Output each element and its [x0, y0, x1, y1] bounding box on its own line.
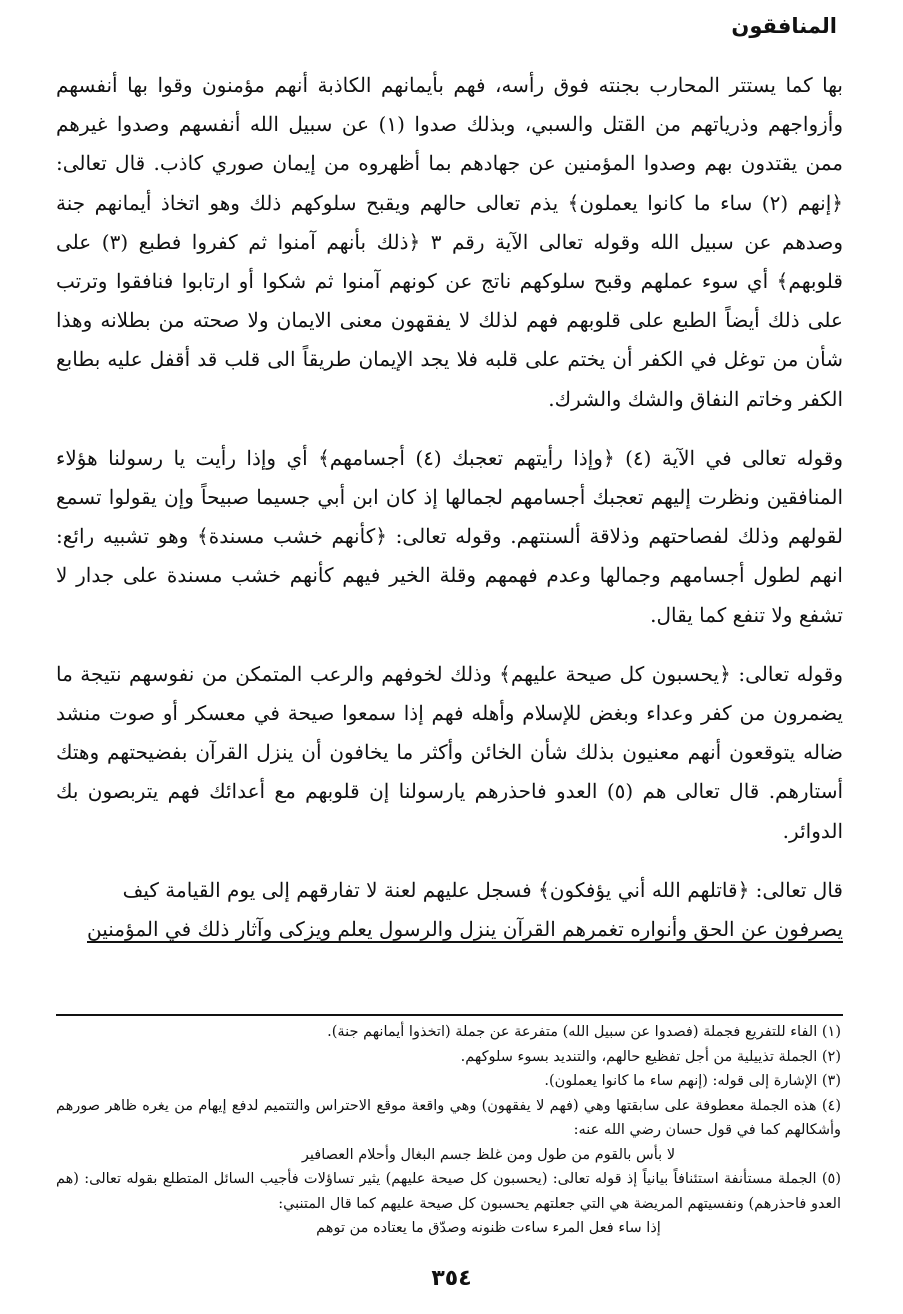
paragraph-3: وقوله تعالى: ﴿يحسبون كل صيحة عليهم﴾ وذلك لخوفهم والرعب المتمكن من نفوسهم نتيجة ما يضمرون من كفر وعداء وبغض للإسلام وأهله فهم إذا سمعوا صيحة في معسكر أو صوت منشد ضاله يتوقعون أنهم معنيون بذلك شأن الخائن وأكثر ما يخافون أن ينزل القرآن بفضيحتهم وهتك أستارهم. قال تعالى هم (٥) العدو فاحذرهم يارسولنا إن قلوبهم مع أعدائك فهم يتربصون بك الدوائر.: [56, 661, 844, 843]
paragraph-4-line-1: قال تعالى: ﴿قاتلهم الله أني يؤفكون﴾ فسجل عليهم لعنة لا تفارقهم إلى يوم القيامة كيف: [122, 877, 843, 902]
footnote-3: (٣) الإشارة إلى قوله: (إنهم ساء ما كانوا يعملون).: [544, 1073, 841, 1089]
paragraph-1: بها كما يستتر المحارب بجنته فوق رأسه، فهم بأيمانهم الكاذبة أنهم مؤمنون وقوا بها أنفسهم وأزواجهم وذرياتهم من القتل والسبي، وبذلك صدوا (١) عن سبيل الله أنفسهم وصدوا غيرهم ممن يقتدون بهم وصدوا المؤمنين عن جهادهم بما أظهروه من إيمان صوري كاذب. قال تعالى: ﴿إنهم (٢) ساء ما كانوا يعملون﴾ يذم تعالى حالهم ويقبح سلوكهم ذلك وهو اتخاذ أيمانهم جنة وصدهم عن سبيل الله وقوله تعالى الآية رقم ٣ ﴿ذلك بأنهم آمنوا ثم كفروا فطبع (٣) على قلوبهم﴾ أي سوء عملهم وقبح سلوكهم ناتج عن كونهم آمنوا ثم شكوا أو ارتابوا فنافقوا وترتب على ذلك أيضاً الطبع على قلوبهم فهم لذلك لا يفقهون معنى الايمان ولا صحته من بطلانه وهذا شأن من توغل في الكفر أن يختم على قلبه فلا يجد الإيمان طريقاً الى قلب قد أقفل عليه بطابع الكفر وخاتم النفاق والشك والشرك.: [56, 73, 843, 411]
running-header: المنافقون: [731, 14, 837, 38]
footnote-4: (٤) هذه الجملة معطوفة على سابقتها وهي (فهم لا يفقهون) وهي واقعة موقع الاحتراس والتتميم لدفع إيهام من يغره ظاهر صورهم وأشكالهم كما في قول حسان رضي الله عنه:: [56, 1097, 841, 1138]
page-number: ٣٥٤: [431, 1266, 472, 1291]
footnote-4-verse: لا بأس بالقوم من طول ومن غلظ جسم البغال وأحلام العصافير: [301, 1146, 676, 1163]
footnote-5-verse: إذا ساء فعل المرء ساءت ظنونه وصدّق ما يعتاده من توهم: [316, 1220, 661, 1236]
footnote-5: (٥) الجملة مستأنفة استئنافاً بيانياً إذ قوله تعالى: (يحسبون كل صيحة عليهم) يثير تساؤلات فأجيب السائل المتطلع بقوله تعالى: (هم العدو فاحذرهم) ونفسيتهم المريضة هي التي جعلتهم يحسبون كل صيحة عليهم كما قال المتنبي:: [56, 1171, 841, 1212]
paragraph-2: وقوله تعالى في الآية (٤) ﴿وإذا رأيتهم تعجبك (٤) أجسامهم﴾ أي وإذا رأيت يا رسولنا هؤلاء المنافقين ونظرت إليهم تعجبك أجسامهم لجمالها إذ كان ابن أبي جسيما صبيحاً وإن يقولوا تسمع لقولهم وذلك لفصاحتهم وذلاقة ألسنتهم. وقوله تعالى: ﴿كأنهم خشب مسندة﴾ وهو تشبيه رائع: انهم لطول أجسامهم وجمالها وعدم فهمهم وقلة الخير فيهم كأنهم خشب مسندة على جدار لا تشفع ولا تنفع كما يقال.: [56, 445, 844, 627]
main-text: [56, 66, 843, 949]
underlined-text: يصرفون عن الحق وأنواره تغمرهم القرآن ينزل والرسول يعلم ويزكى وآثار ذلك في المؤمنين: [87, 917, 843, 942]
paragraph-4-line-2: [56, 910, 843, 949]
footnote-1: (١) الفاء للتفريع فجملة (فصدوا عن سبيل الله) متفرعة عن جملة (اتخذوا أيمانهم جنة).: [327, 1024, 841, 1040]
footnotes: [56, 1020, 841, 1241]
footnote-2: (٢) الجملة تذييلية من أجل تفظيع حالهم، والتنديد بسوء سلوكهم.: [460, 1048, 841, 1065]
footnote-divider: [56, 1014, 843, 1016]
